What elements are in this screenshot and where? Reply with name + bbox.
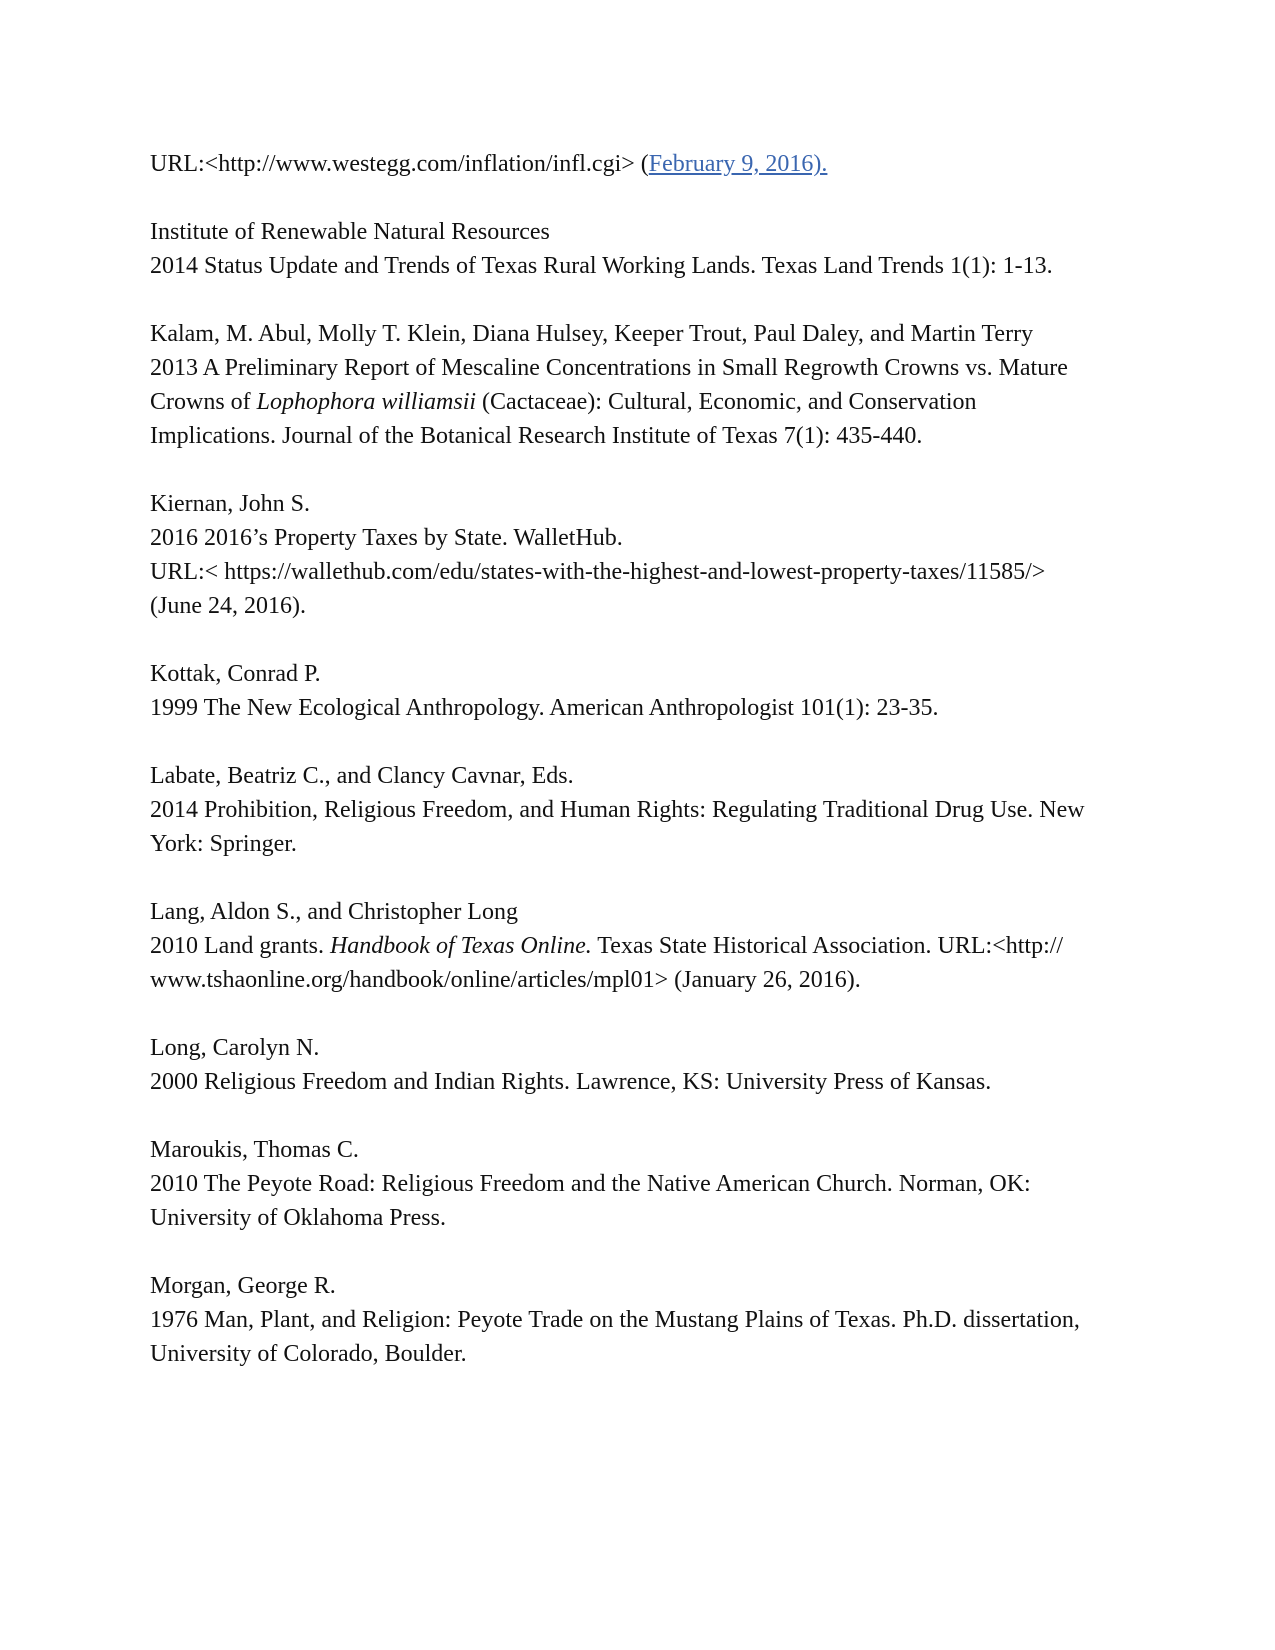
citation-text: Texas State Historical Association. URL:<http:// — [591, 933, 1064, 959]
reference-citation: 2014 Prohibition, Religious Freedom, and Human Rights: Regulating Traditional Drug Use. New — [150, 797, 1085, 823]
citation-text: 2010 Land grants. — [150, 933, 330, 959]
reference-citation: 2000 Religious Freedom and Indian Rights. Lawrence, KS: University Press of Kansas. — [150, 1069, 992, 1095]
reference-citation: Implications. Journal of the Botanical Research Institute of Texas 7(1): 435-440. — [150, 423, 923, 449]
reference-citation: 2014 Status Update and Trends of Texas Rural Working Lands. Texas Land Trends 1(1): 1-13. — [150, 253, 1053, 279]
reference-citation: 2016 2016’s Property Taxes by State. WalletHub. — [150, 525, 623, 551]
reference-author: Lang, Aldon S., and Christopher Long — [150, 899, 518, 925]
species-name: Lophophora williamsii — [256, 389, 477, 415]
reference-citation: University of Colorado, Boulder. — [150, 1341, 467, 1367]
reference-citation — [150, 388, 977, 416]
url-text: URL:<http://www.westegg.com/inflation/infl.cgi> ( — [150, 151, 649, 177]
reference-citation — [150, 932, 1063, 960]
reference-author: Kiernan, John S. — [150, 491, 310, 517]
reference-citation: 1999 The New Ecological Anthropology. American Anthropologist 101(1): 23-35. — [150, 695, 939, 721]
reference-access-date: (June 24, 2016). — [150, 593, 306, 619]
reference-citation: University of Oklahoma Press. — [150, 1205, 446, 1231]
reference-author: Maroukis, Thomas C. — [150, 1137, 359, 1163]
reference-author: Kalam, M. Abul, Molly T. Klein, Diana Hulsey, Keeper Trout, Paul Daley, and Martin Terry — [150, 321, 1034, 347]
date-link[interactable]: February 9, 2016). — [648, 151, 828, 177]
reference-citation: 2010 The Peyote Road: Religious Freedom and the Native American Church. Norman, OK: — [150, 1171, 1031, 1197]
reference-author: Institute of Renewable Natural Resources — [150, 219, 550, 245]
citation-text: Crowns of — [150, 389, 257, 415]
publication-title: Handbook of Texas Online. — [329, 933, 592, 959]
reference-url: URL:< https://wallethub.com/edu/states-with-the-highest-and-lowest-property-taxes/11585/> — [150, 559, 1046, 585]
reference-citation: 2013 A Preliminary Report of Mescaline Concentrations in Small Regrowth Crowns vs. Mature — [150, 355, 1068, 381]
reference-continuation — [150, 150, 827, 178]
reference-author: Long, Carolyn N. — [150, 1035, 320, 1061]
reference-url: www.tshaonline.org/handbook/online/articles/mpl01> (January 26, 2016). — [150, 967, 861, 993]
reference-author: Labate, Beatriz C., and Clancy Cavnar, Eds. — [150, 763, 574, 789]
reference-author: Morgan, George R. — [150, 1273, 336, 1299]
reference-citation: 1976 Man, Plant, and Religion: Peyote Trade on the Mustang Plains of Texas. Ph.D. dissertation, — [150, 1307, 1080, 1333]
citation-text: (Cactaceae): Cultural, Economic, and Conservation — [476, 389, 977, 415]
reference-citation: York: Springer. — [150, 831, 297, 857]
reference-author: Kottak, Conrad P. — [150, 661, 321, 687]
